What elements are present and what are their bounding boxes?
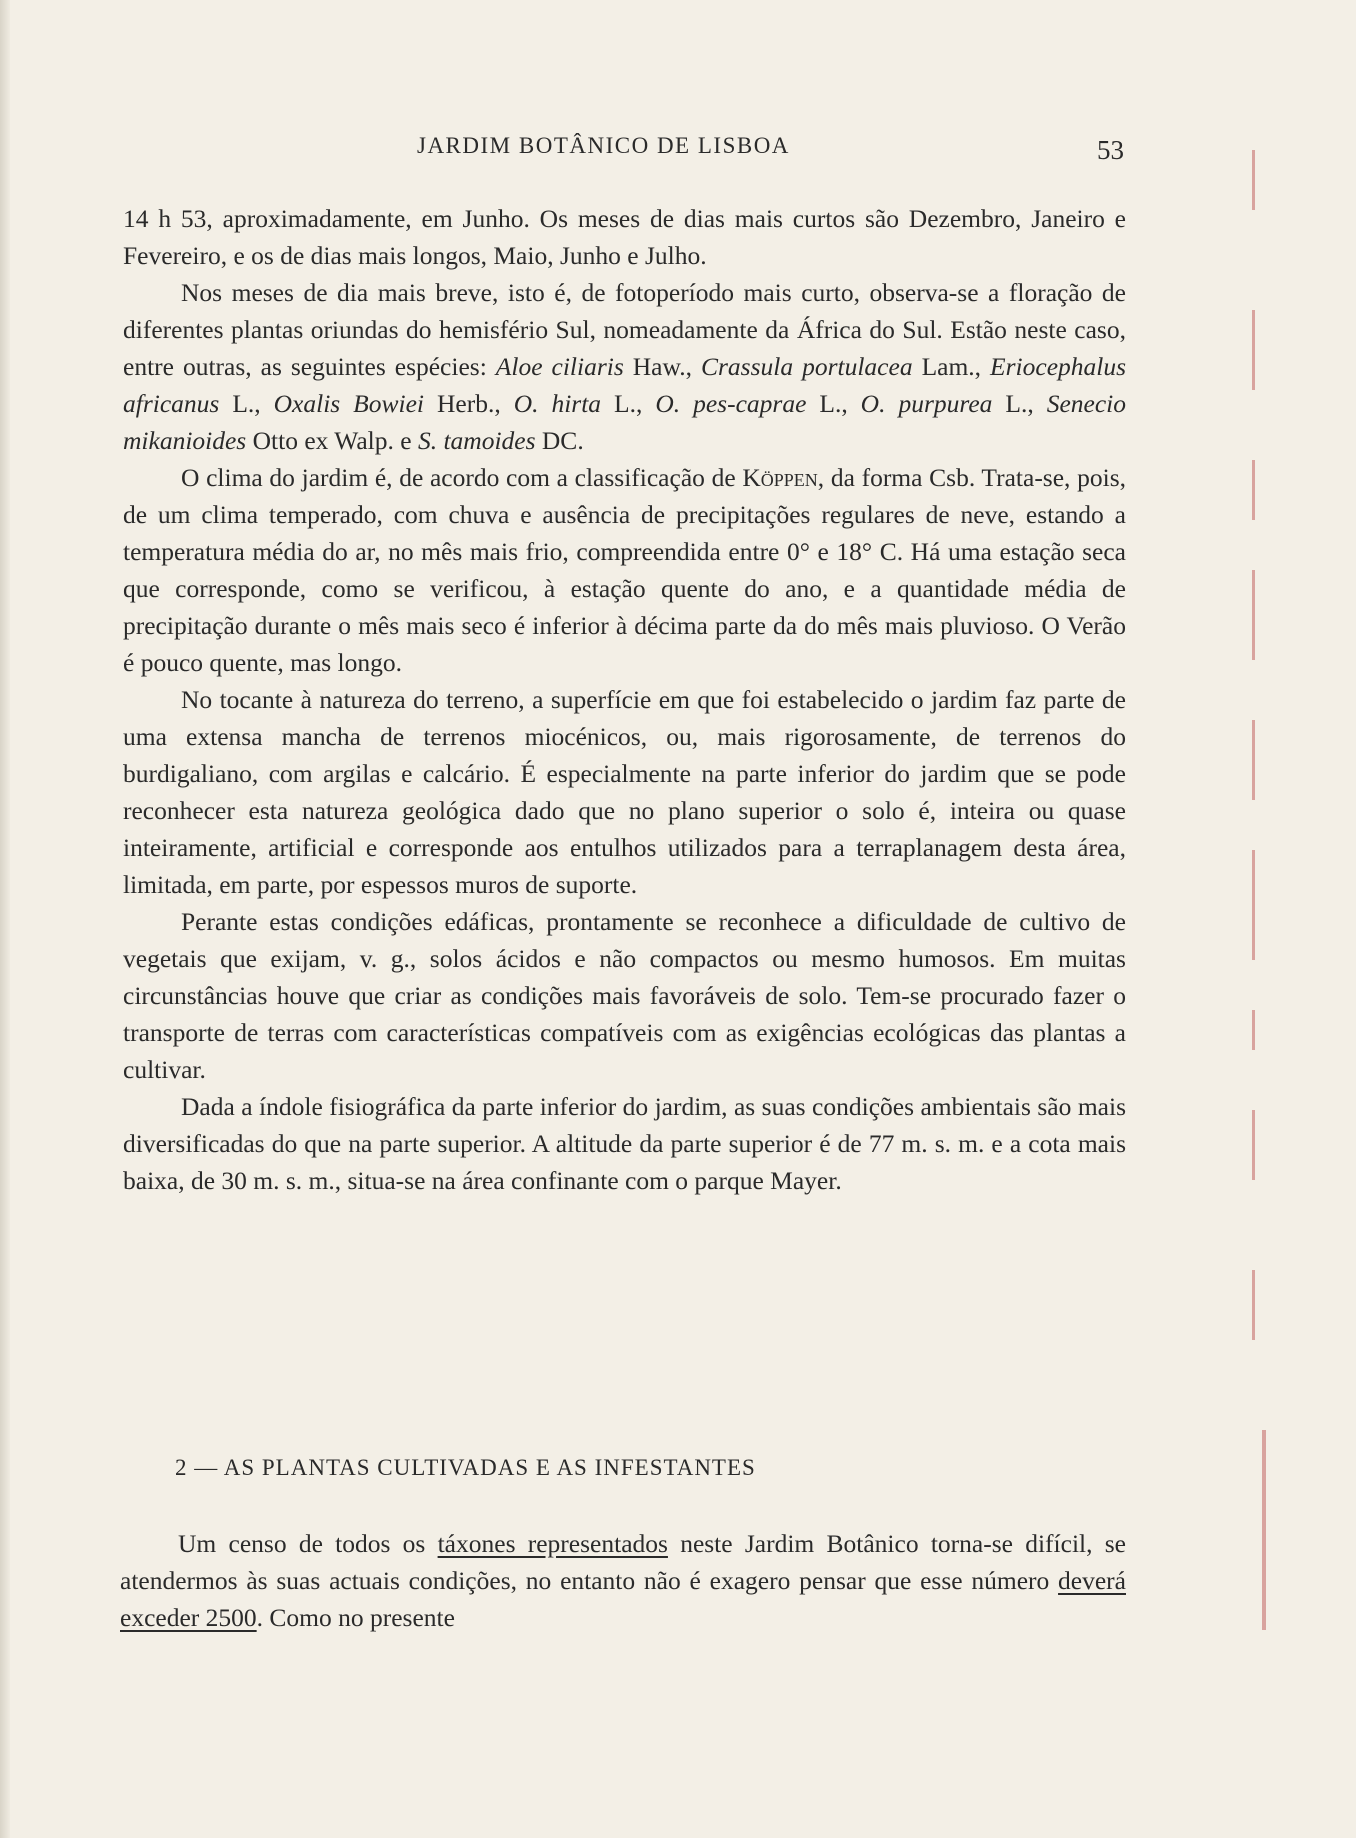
margin-annotation-mark: [1252, 1110, 1255, 1180]
section-heading: 2 — AS PLANTAS CULTIVADAS E AS INFESTANTES: [175, 1455, 756, 1480]
margin-annotation-mark: [1262, 1430, 1266, 1630]
margin-annotation-mark: [1252, 1010, 1255, 1050]
paragraph: No tocante à natureza do terreno, a superfície em que foi estabelecido o jardim faz parte de uma extensa mancha de terrenos miocénicos, ou, mais rigorosamente, de terrenos do burdigaliano, com argilas e calcário. É especialmente na parte inferior do jardim que se pode reconhecer esta natureza geológica dado que no plano superior o solo é, inteira ou quase inteiramente, artificial e corresponde aos entulhos utilizados para a terraplanagem desta área, limitada, em parte, por espessos muros de suporte.: [123, 685, 1126, 899]
underlined-text: táxones representados: [437, 1529, 668, 1558]
running-header: JARDIM BOTÂNICO DE LISBOA: [417, 133, 790, 158]
species-name: O. purpurea: [860, 389, 993, 418]
species-name: O. pes-caprae: [655, 389, 807, 418]
margin-annotation-mark: [1252, 150, 1255, 210]
margin-annotation-mark: [1252, 850, 1255, 960]
paragraph: Um censo de todos os táxones representados neste Jardim Botânico torna-se difícil, se atendermos às suas actuais condições, no entanto não é exagero pensar que esse número deverá exceder 2500. Como no presente: [120, 1529, 1126, 1632]
species-name: Oxalis Bowiei: [273, 389, 424, 418]
margin-annotation-mark: [1252, 460, 1255, 520]
paragraph: O clima do jardim é, de acordo com a classificação de Köppen, da forma Csb. Trata-se, pois, de um clima temperado, com chuva e ausência de precipitações regulares de neve, estando a temperatura média do ar, no mês mais frio, compreendida entre 0° e 18° C. Há uma estação seca que corresponde, como se verificou, à estação quente do ano, e a quantidade média de precipitação durante o mês mais seco é inferior à décima parte da do mês mais pluvioso. O Verão é pouco quente, mas longo.: [123, 463, 1126, 677]
species-name: Eriocephalus africanus: [123, 352, 1127, 418]
paragraph: Dada a índole fisiográfica da parte inferior do jardim, as suas condições ambientais são mais diversificadas do que na parte superior. A altitude da parte superior é de 77 m. s. m. e a cota mais baixa, de 30 m. s. m., situa-se na área confinante com o parque Mayer.: [123, 1092, 1126, 1195]
species-name: Senecio mikanioides: [123, 389, 1126, 455]
underlined-text: deverá exceder 2500: [120, 1566, 1126, 1632]
margin-annotation-mark: [1252, 310, 1255, 390]
body-text: [123, 200, 1126, 1199]
species-name: S. tamoides: [417, 426, 536, 455]
paragraph: Nos meses de dia mais breve, isto é, de fotoperíodo mais curto, observa-se a floração de diferentes plantas oriundas do hemisfério Sul, nomeadamente da África do Sul. Estão neste caso, entre outras, as seguintes espécies: Aloe ciliaris Haw., Crassula portulacea Lam., Eriocephalus africanus L., Oxalis Bowiei Herb., O. hirta L., O. pes-caprae L., O. purpurea L., Senecio mikanioides Otto ex Walp. e S. tamoides DC.: [123, 278, 1127, 455]
margin-annotation-mark: [1252, 1270, 1255, 1340]
paragraph: 14 h 53, aproximadamente, em Junho. Os meses de dias mais curtos são Dezembro, Janeiro e Fevereiro, e os de dias mais longos, Maio, Junho e Julho.: [123, 204, 1126, 270]
page-number: 53: [1097, 135, 1124, 165]
margin-annotation-mark: [1252, 720, 1255, 800]
species-name: O. hirta: [513, 389, 602, 418]
species-name: Crassula portulacea: [700, 352, 913, 381]
species-name: Aloe ciliaris: [495, 352, 624, 381]
page-spine-shadow: [0, 0, 10, 1838]
section-body-text: [120, 1525, 1126, 1636]
paragraph: Perante estas condições edáficas, prontamente se reconhece a dificuldade de cultivo de vegetais que exijam, v. g., solos ácidos e não compactos ou mesmo humosos. Em muitas circunstâncias houve que criar as condições mais favoráveis de solo. Tem-se procurado fazer o transporte de terras com características compatíveis com as exigências ecológicas das plantas a cultivar.: [123, 907, 1126, 1084]
author-name: Köppen: [742, 463, 818, 492]
margin-annotation-mark: [1252, 570, 1255, 660]
